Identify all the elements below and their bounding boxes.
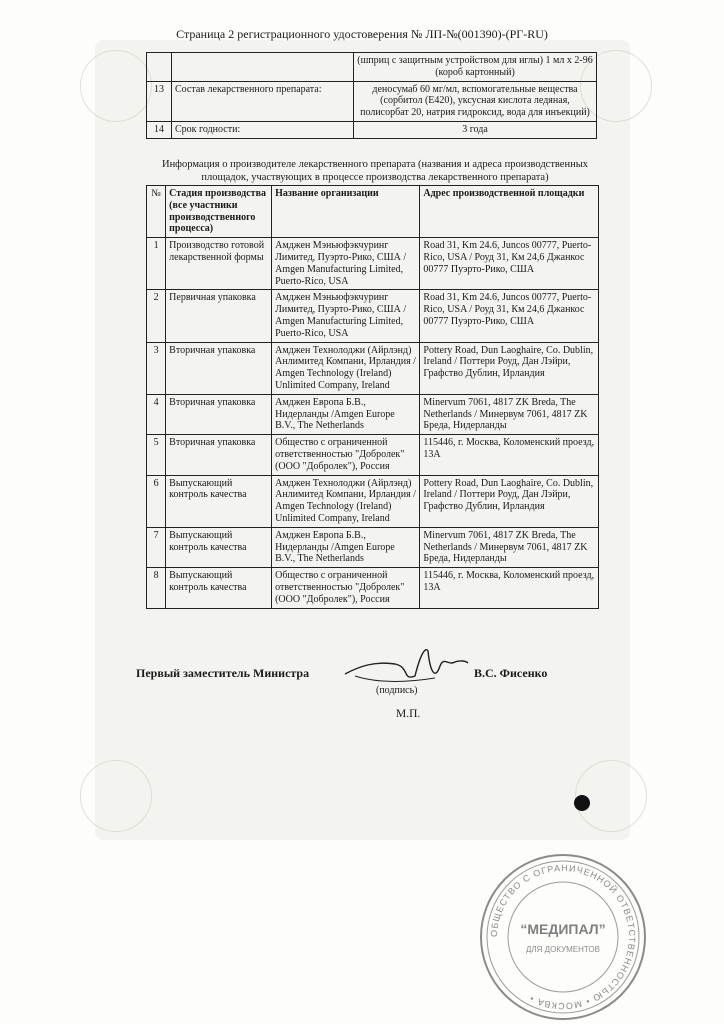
site-address: 115446, г. Москва, Коломенский проезд, 13А (420, 568, 599, 608)
manufacturer-info-heading: Информация о производителе лекарственного препарата (названия и адреса производственных площадок, участвующих в процессе производства лекарственного препарата) (161, 159, 589, 183)
drug-info-table (146, 52, 597, 139)
site-address: Road 31, Km 24.6, Juncos 00777, Puerto-Rico, USA / Роуд 31, Км 24,6 Джанкос 00777 Пуэрто-Рико, США (420, 290, 599, 342)
production-stage: Производство готовой лекарственной формы (166, 238, 272, 290)
col-header-stage: Стадия производства (все участники производственного процесса) (166, 186, 272, 238)
production-stage: Выпускающий контроль качества (166, 475, 272, 527)
organization-name: Амджен Мэньюфэкчуринг Лимитед, Пуэрто-Рико, США / Amgen Manufacturing Limited, Puerto-Rico, USA (272, 238, 420, 290)
production-stage: Вторичная упаковка (166, 342, 272, 394)
organization-name: Общество с ограниченной ответственностью "Добролек" (ООО "Добролек"), Россия (272, 568, 420, 608)
table-row (147, 53, 597, 82)
stamp-ring-text: ОБЩЕСТВО С ОГРАНИЧЕННОЙ ОТВЕТСТВЕННОСТЬЮ • МОСКВА • (488, 862, 638, 1012)
row-number: 4 (147, 394, 166, 434)
col-header-org: Название организации (272, 186, 420, 238)
production-stage: Выпускающий контроль качества (166, 568, 272, 608)
table-row (147, 238, 599, 290)
table-row (147, 290, 599, 342)
svg-text:ОБЩЕСТВО С ОГРАНИЧЕННОЙ ОТВЕТС (489, 863, 637, 1011)
table-row (147, 435, 599, 475)
site-address: Minervum 7061, 4817 ZK Breda, The Netherlands / Минервум 7061, 4817 ZK Бреда, Нидерланды (420, 527, 599, 567)
stamp-center-text: “МЕДИПАЛ” (520, 921, 606, 937)
row-value: деносумаб 60 мг/мл, вспомогательные вещества (сорбитол (Е420), уксусная кислота ледяная, полисорбат 20, натрия гидроксид, вода для инъекций) (354, 81, 597, 121)
organization-name: Амджен Европа Б.В., Нидерланды /Amgen Europe B.V., The Netherlands (272, 394, 420, 434)
signature-scribble (340, 636, 470, 691)
table-row (147, 394, 599, 434)
table-row (147, 568, 599, 608)
row-number: 8 (147, 568, 166, 608)
row-label (172, 53, 354, 82)
site-address: Pottery Road, Dun Laoghaire, Co. Dublin, Ireland / Поттери Роуд, Дан Лэйри, Графство Дублин, Ирландия (420, 475, 599, 527)
col-header-num: № (147, 186, 166, 238)
row-number: 6 (147, 475, 166, 527)
row-number: 3 (147, 342, 166, 394)
organization-name: Амджен Европа Б.В., Нидерланды /Amgen Europe B.V., The Netherlands (272, 527, 420, 567)
table-header-row (147, 186, 599, 238)
row-number (147, 53, 172, 82)
production-stage: Вторичная упаковка (166, 394, 272, 434)
page-header: Страница 2 регистрационного удостоверения № ЛП-№(001390)-(РГ-RU) (176, 27, 548, 41)
company-stamp (478, 852, 648, 1022)
site-address: Road 31, Km 24.6, Juncos 00777, Puerto-Rico, USA / Роуд 31, Км 24,6 Джанкос 00777 Пуэрто-Рико, США (420, 238, 599, 290)
row-label: Состав лекарственного препарата: (172, 81, 354, 121)
site-address: Minervum 7061, 4817 ZK Breda, The Netherlands / Минервум 7061, 4817 ZK Бреда, Нидерланды (420, 394, 599, 434)
row-value: 3 года (354, 121, 597, 138)
table-row (147, 475, 599, 527)
production-stage: Выпускающий контроль качества (166, 527, 272, 567)
table-row (147, 121, 597, 138)
production-stage: Вторичная упаковка (166, 435, 272, 475)
table-row (147, 527, 599, 567)
signatory-title: Первый заместитель Министра (136, 666, 310, 680)
seal-place-label: М.П. (396, 708, 421, 720)
row-number: 1 (147, 238, 166, 290)
table-row (147, 81, 597, 121)
site-address: Pottery Road, Dun Laoghaire, Co. Dublin, Ireland / Поттери Роуд, Дан Лэйри, Графство Дублин, Ирландия (420, 342, 599, 394)
row-number: 13 (147, 81, 172, 121)
stamp-sub-text: ДЛЯ ДОКУМЕНТОВ (525, 945, 601, 954)
row-label: Срок годности: (172, 121, 354, 138)
organization-name: Амджен Мэньюфэкчуринг Лимитед, Пуэрто-Рико, США / Amgen Manufacturing Limited, Puerto-Rico, USA (272, 290, 420, 342)
organization-name: Амджен Технолоджи (Айрлэнд) Анлимитед Компани, Ирландия / Amgen Technology (Ireland) Unlimited Company, Ireland (272, 475, 420, 527)
site-address: 115446, г. Москва, Коломенский проезд, 13А (420, 435, 599, 475)
row-number: 7 (147, 527, 166, 567)
watermark-rosette (80, 50, 152, 122)
punch-hole (574, 795, 590, 811)
row-number: 2 (147, 290, 166, 342)
signatory-name: В.С. Фисенко (474, 666, 548, 680)
manufacturer-table (146, 185, 599, 609)
signature-caption: (подпись) (376, 685, 418, 696)
row-value: (шприц с защитным устройством для иглы) 1 мл x 2-96 (короб картонный) (354, 53, 597, 82)
table-row (147, 342, 599, 394)
row-number: 14 (147, 121, 172, 138)
col-header-addr: Адрес производственной площадки (420, 186, 599, 238)
organization-name: Амджен Технолоджи (Айрлэнд) Анлимитед Компани, Ирландия / Amgen Technology (Ireland) Unlimited Company, Ireland (272, 342, 420, 394)
watermark-rosette (80, 760, 152, 832)
row-number: 5 (147, 435, 166, 475)
production-stage: Первичная упаковка (166, 290, 272, 342)
organization-name: Общество с ограниченной ответственностью "Добролек" (ООО "Добролек"), Россия (272, 435, 420, 475)
